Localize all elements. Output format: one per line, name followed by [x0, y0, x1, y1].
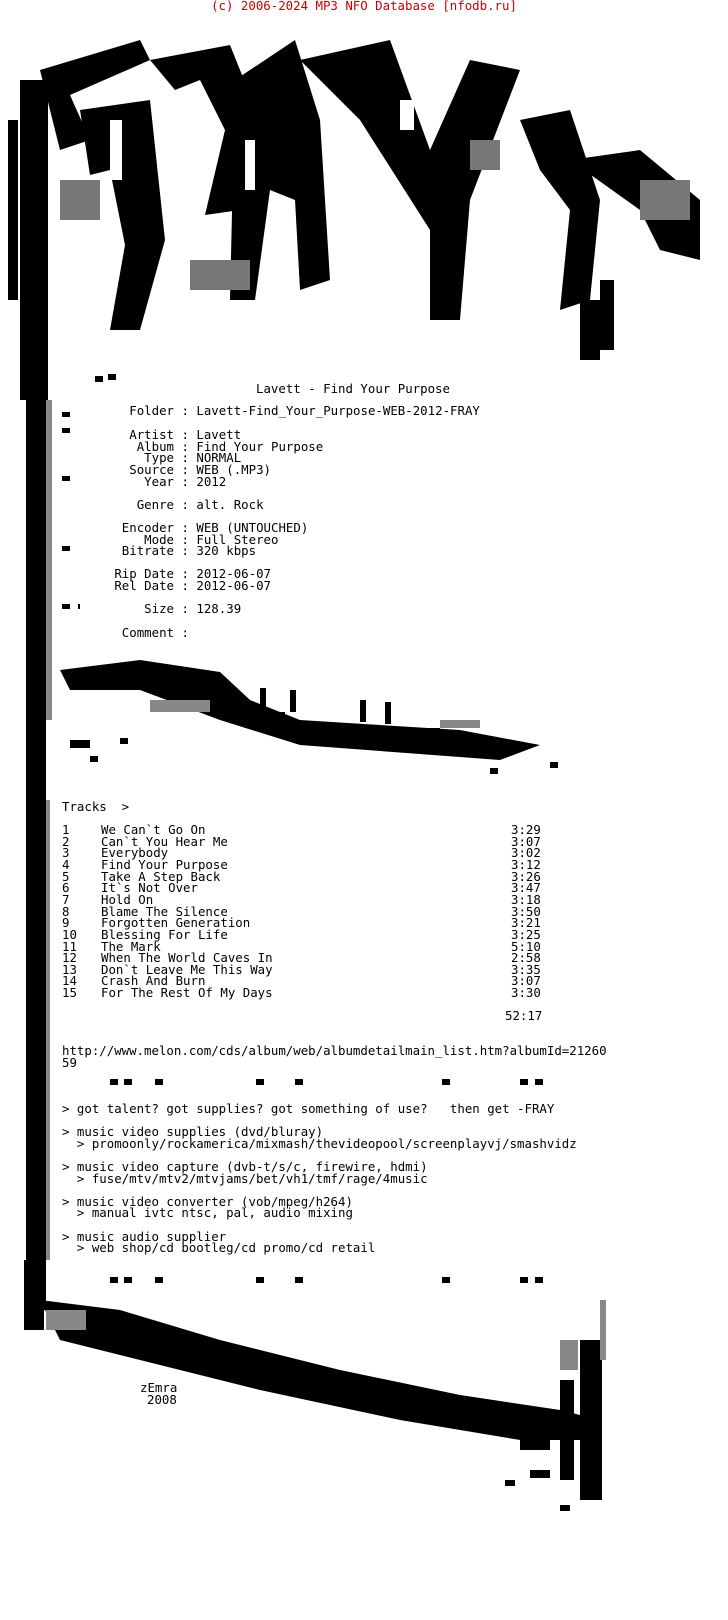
track-number: 1: [62, 822, 70, 837]
bottom-year: 2008: [147, 1392, 177, 1407]
field-value: 320 kbps: [196, 543, 257, 558]
field-label: Genre: [136, 497, 174, 512]
track-length: 3:21: [511, 915, 541, 931]
track-number: 14: [62, 973, 77, 989]
track-title: We Can`t Go On: [101, 822, 206, 837]
track-title: Hold On: [101, 891, 154, 907]
field-label: Year: [144, 474, 174, 489]
track-title: Can`t You Hear Me: [101, 833, 228, 849]
track-length: 3:50: [511, 903, 541, 919]
field-separator: :: [174, 462, 197, 477]
track-title: Everybody: [101, 845, 169, 861]
field-label: Comment: [121, 625, 174, 640]
field-value: 2012-06-07: [196, 578, 271, 593]
ad-line: > web shop/cd bootleg/cd promo/cd retail: [62, 1240, 376, 1255]
field-separator: :: [174, 439, 197, 454]
field-value: Lavett-Find_Your_Purpose-WEB-2012-FRAY: [196, 403, 480, 418]
track-title: Blessing For Life: [101, 926, 228, 942]
track-title: Find Your Purpose: [101, 856, 228, 872]
track-number: 4: [62, 856, 70, 872]
track-length: 3:12: [511, 856, 541, 872]
field-separator: :: [174, 450, 197, 465]
track-number: 6: [62, 880, 70, 896]
source-url: http://www.melon.com/cds/album/web/albumdetailmain_list.htm?albumId=21260: [62, 1043, 607, 1058]
track-title: The Mark: [101, 938, 161, 954]
field-label: Type: [144, 450, 174, 465]
field-value: alt. Rock: [196, 497, 264, 512]
track-number: 11: [62, 938, 77, 954]
track-length: 5:10: [511, 938, 541, 954]
field-label: Artist: [129, 427, 174, 442]
track-number: 2: [62, 833, 70, 849]
field-label: Album: [136, 439, 174, 454]
track-title: Don`t Leave Me This Way: [101, 961, 273, 977]
field-value: Find Your Purpose: [196, 439, 324, 454]
field-separator: :: [174, 566, 197, 581]
field-label: Source: [129, 462, 174, 477]
field-value: WEB (UNTOUCHED): [196, 520, 309, 535]
track-length: 3:07: [511, 833, 541, 849]
field-separator: :: [174, 520, 197, 535]
field-value: Full Stereo: [196, 532, 279, 547]
track-length: 3:18: [511, 891, 541, 907]
top-signature: zEmra: [535, 126, 573, 141]
field-separator: :: [174, 601, 197, 616]
track-number: 12: [62, 950, 77, 966]
tracks-header: Tracks >: [62, 799, 130, 814]
field-separator: :: [174, 578, 197, 593]
field-label: Bitrate: [121, 543, 174, 558]
track-title: Forgotten Generation: [101, 915, 251, 931]
field-value: Lavett: [196, 427, 242, 442]
field-value: 128.39: [196, 601, 242, 616]
ad-line: > music video supplies (dvd/bluray): [62, 1124, 324, 1139]
field-label: Mode: [144, 532, 174, 547]
field-label: Rip Date: [114, 566, 174, 581]
track-length: 2:58: [511, 950, 541, 966]
track-length: 3:25: [511, 926, 541, 942]
field-separator: :: [174, 474, 197, 489]
ad-line: > music audio supplier: [62, 1229, 227, 1244]
track-length: 3:30: [511, 985, 541, 1001]
field-label: Size: [144, 601, 174, 616]
track-title: For The Rest Of My Days: [101, 985, 273, 1001]
bottom-signature: zEmra: [140, 1380, 178, 1395]
track-number: 3: [62, 845, 70, 861]
field-label: Encoder: [121, 520, 174, 535]
track-number: 7: [62, 891, 70, 907]
field-value: WEB (.MP3): [196, 462, 271, 477]
track-number: 8: [62, 903, 70, 919]
track-title: Crash And Burn: [101, 973, 206, 989]
track-number: 15: [62, 985, 77, 1001]
track-length: 3:26: [511, 868, 541, 884]
field-separator: :: [174, 532, 197, 547]
track-title: Blame The Silence: [101, 903, 228, 919]
ad-line: > music video converter (vob/mpeg/h264): [62, 1194, 353, 1209]
track-number: 13: [62, 961, 77, 977]
ad-line: > promoonly/rockamerica/mixmash/thevideopool/screenplayvj/smashvidz: [62, 1136, 577, 1151]
field-label: Folder: [129, 403, 174, 418]
track-length: 3:02: [511, 845, 541, 861]
source-url-continued: 59: [62, 1055, 77, 1070]
field-separator: :: [174, 497, 197, 512]
field-value: 2012: [196, 474, 227, 489]
ad-line: > got talent? got supplies? got something of use? then get -FRAY: [62, 1101, 555, 1116]
track-number: 10: [62, 926, 77, 942]
track-length: 3:29: [511, 822, 541, 837]
ad-line: > manual ivtc ntsc, pal, audio mixing: [62, 1205, 353, 1220]
track-number: 5: [62, 868, 70, 884]
track-length: 3:47: [511, 880, 541, 896]
track-title: It`s Not Over: [101, 880, 198, 896]
field-label: Rel Date: [114, 578, 174, 593]
track-title: When The World Caves In: [101, 950, 273, 966]
field-value: 2012-06-07: [196, 566, 271, 581]
track-length: 3:07: [511, 973, 541, 989]
nfodb-credit: (c) 2006-2024 MP3 NFO Database [nfodb.ru]: [211, 0, 517, 13]
total-time: 52:17: [505, 1008, 543, 1023]
track-length: 3:35: [511, 961, 541, 977]
field-separator: :: [174, 625, 197, 640]
release-title: Lavett - Find Your Purpose: [256, 381, 450, 396]
ad-line: > music video capture (dvb-t/s/c, firewire, hdmi): [62, 1159, 428, 1174]
field-separator: :: [174, 543, 197, 558]
field-separator: :: [174, 427, 197, 442]
field-value: NORMAL: [196, 450, 242, 465]
track-number: 9: [62, 915, 70, 931]
field-separator: :: [174, 403, 197, 418]
track-title: Take A Step Back: [101, 868, 221, 884]
ad-line: > fuse/mtv/mtv2/mtvjams/bet/vh1/tmf/rage/4music: [62, 1171, 428, 1186]
